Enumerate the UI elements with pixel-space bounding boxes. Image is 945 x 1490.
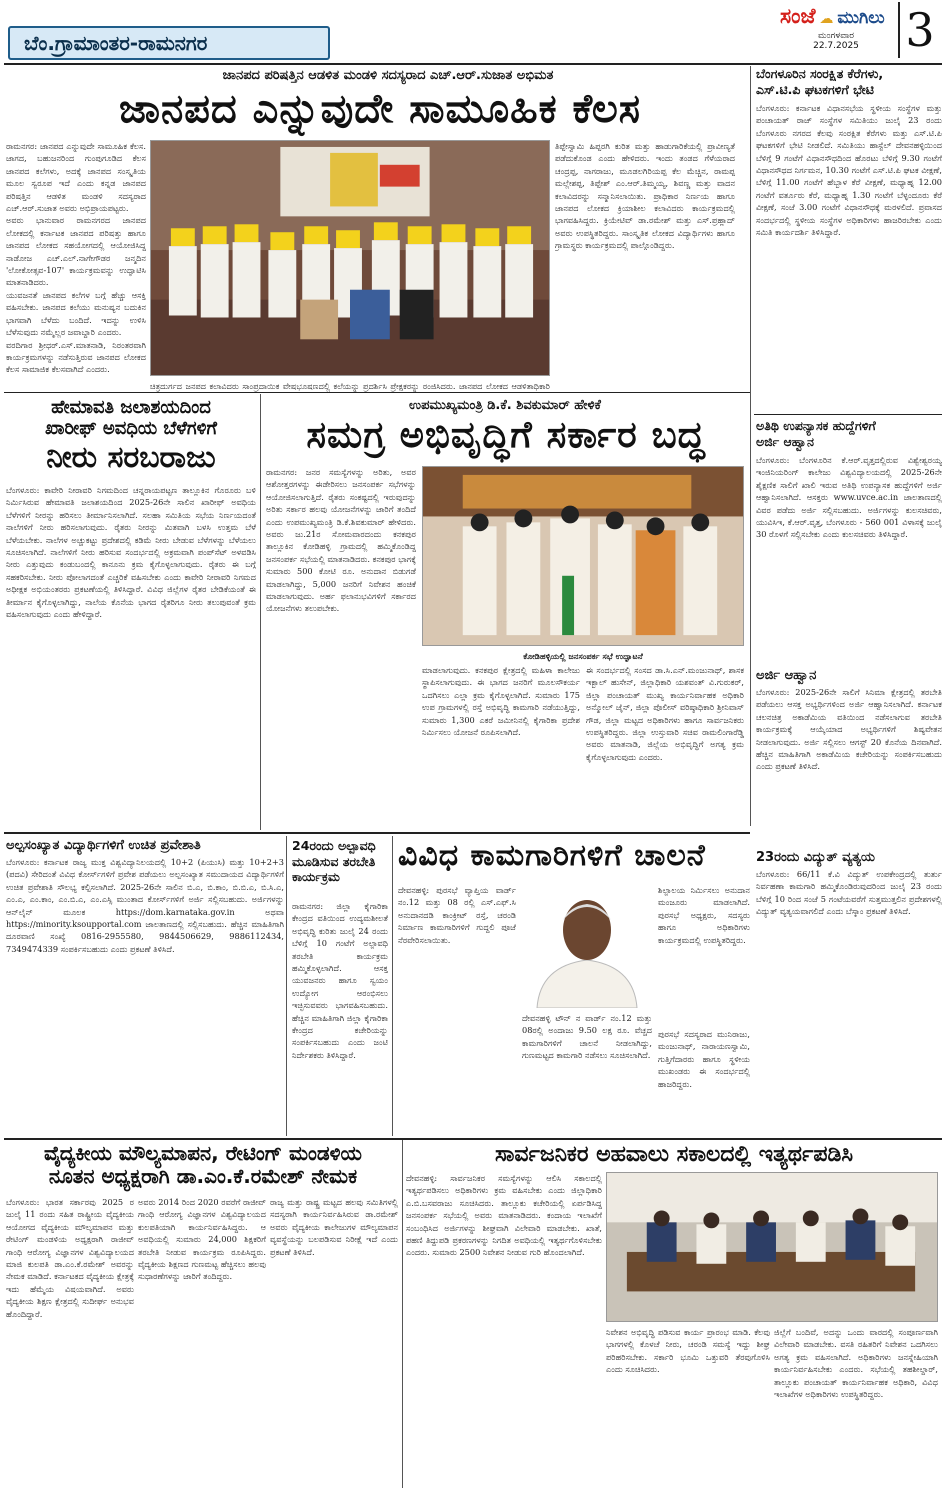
weekday: ಮಂಗಳವಾರ [817,31,855,41]
story1-para-4: ವರದಿಗಾರ ಶ್ರೀಧರ್.ಎಸ್.ಮಾತನಾಡಿ, ನಿರಂತರವಾಗಿ ಕಾರ್ಯಕ್ರಮಗಳನ್ನು ನಡೆಸುತ್ತಿರುವ ಜಾನಪದ ಲೋಕದ ಕೆಲಸ ಸಾಮಾಜಿಕ ಕೆಲಸವಾಗಿದೆ ಎಂದರು. [6,339,146,375]
story6-photo [422,466,744,646]
story5-headline-line-1: ಹೇಮಾವತಿ ಜಲಾಶಯದಿಂದ [51,397,211,418]
story6-column-1: ರಾಮನಗರ: ಜನರ ಸಮಸ್ಯೆಗಳನ್ನು ಅರಿತು, ಅವರ ಆಶೋತ್ತರಗಳನ್ನು ಈಡೇರಿಸಲು ಜನಸಂಪರ್ಕ ಸಭೆಗಳನ್ನು ಆಯೋಜಿಸಲಾಗುತ್ತಿದೆ. ರೈತರು ಸಂಕಷ್ಟದಲ್ಲಿ ಇರುವುದನ್ನು ಅರಿತು ಸರ್ಕಾರ ಹಲವು ಯೋಜನೆಗಳನ್ನು ಜಾರಿಗೆ ತಂದಿದೆ ಎಂದು ಉಪಮುಖ್ಯಮಂತ್ರಿ ಡಿ.ಕೆ.ಶಿವಕುಮಾರ್ ಹೇಳಿದರು. ಅವರು ಜು.21ರ ಸೋಮವಾರದಂದು ಕನಕಪುರ ತಾಲ್ಲೂಕಿನ ಕೋಡಿಹಳ್ಳಿ ಗ್ರಾಮದಲ್ಲಿ ಹಮ್ಮಿಕೊಂಡಿದ್ದ ಜನಸಂಪರ್ಕ ಸಭೆಯಲ್ಲಿ ಮಾತನಾಡಿದರು. ಕನಕಪುರ ಭಾಗಕ್ಕೆ ಸುಮಾರು 500 ಕೋಟಿ ರೂ. ಅನುದಾನ ಬಿಡುಗಡೆ ಮಾಡಲಾಗಿದ್ದು, 5,000 ಜನರಿಗೆ ನಿವೇಶನ ಹಂಚಿಕೆ ಮಾಡಲಾಗುವುದು. ಅರ್ಹ ಫಲಾನುಭವಿಗಳಿಗೆ ಸರ್ಕಾರದ ಯೋಜನೆಗಳು ತಲುಪಬೇಕು. [266,467,416,614]
story5-headline [6,398,256,476]
story6-column-4: ಈ ಸಂದರ್ಭದಲ್ಲಿ ಸಂಸದ ಡಾ.ಸಿ.ಎನ್.ಮಂಜುನಾಥ್, ಶಾಸಕ ಇಕ್ಬಾಲ್ ಹುಸೇನ್, ಜಿಲ್ಲಾಧಿಕಾರಿ ಯಶವಂತ್ ವಿ.ಗುರುಕರ್, ಜಿಲ್ಲಾ ಪಂಚಾಯತ್ ಮುಖ್ಯ ಕಾರ್ಯನಿರ್ವಾಹಕ ಅಧಿಕಾರಿ ಅನ್ಮೋಲ್ ಜೈನ್, ಜಿಲ್ಲಾ ಪೊಲೀಸ್ ವರಿಷ್ಠಾಧಿಕಾರಿ ಶ್ರೀನಿವಾಸ್ ಗೌಡ, ಜಿಲ್ಲಾ ಮಟ್ಟದ ಅಧಿಕಾರಿಗಳು ಹಾಗೂ ಸಾರ್ವಜನಿಕರು ಉಪಸ್ಥಿತರಿದ್ದರು. ಜಿಲ್ಲಾ ಉಸ್ತುವಾರಿ ಸಚಿವ ರಾಮಲಿಂಗಾರೆಡ್ಡಿ ಅವರು ಮಾತನಾಡಿ, ಜಿಲ್ಲೆಯ ಅಭಿವೃದ್ಧಿಗೆ ಅಗತ್ಯ ಕ್ರಮ ಕೈಗೊಳ್ಳಲಾಗುವುದು ಎಂದರು. [586,665,744,762]
divider [754,414,942,415]
story8-headline [292,838,388,885]
story1-column-2 [150,380,550,392]
story5-body: ಬೆಂಗಳೂರು: ಕಾವೇರಿ ನೀರಾವರಿ ನಿಗಮದಿಂದ ಚನ್ನರಾಯಪಟ್ಟಣ ತಾಲ್ಲೂಕಿನ ಗೊರೂರು ಬಳಿ ನಿರ್ಮಿಸಿರುವ ಹೇಮಾವತಿ ಜಲಾಶಯದಿಂದ 2025-26ನೇ ಸಾಲಿನ ಖಾರೀಫ್ ಅವಧಿಯ ಬೆಳೆಗಳಿಗೆ ನೀರನ್ನು ಹರಿಸಲು ತೀರ್ಮಾನಿಸಲಾಗಿದೆ. ಸಲಹಾ ಸಮಿತಿಯ ಸಭೆಯ ನಿರ್ಣಯದಂತೆ ನಾಲೆಗಳಿಗೆ ನೀರು ಹರಿಸಲಾಗುವುದು. ರೈತರು ನೀರನ್ನು ಮಿತವಾಗಿ ಬಳಸಿ ಉತ್ತಮ ಬೆಳೆ ಬೆಳೆಯಬೇಕು. ನಾಲೆಗಳ ಅಚ್ಚುಕಟ್ಟು ಪ್ರದೇಶದಲ್ಲಿ ಕಡಿಮೆ ನೀರು ಬೇಡುವ ಬೆಳೆಗಳನ್ನು ಬೆಳೆಯಲು ಸೂಚಿಸಲಾಗಿದೆ. ನಾಲೆಗಳಿಗೆ ನೀರು ಹರಿಸುವ ಸಂದರ್ಭದಲ್ಲಿ ಅಕ್ರಮವಾಗಿ ಪಂಪ್‌ಸೆಟ್ ಅಳವಡಿಸಿ ನೀರು ಎತ್ತುವುದು ಕಂಡುಬಂದಲ್ಲಿ ಕಾನೂನು ಕ್ರಮ ಕೈಗೊಳ್ಳಲಾಗುವುದು. ರೈತರು ಈ ಬಗ್ಗೆ ಸಹಕರಿಸಬೇಕು. ನೀರು ಪೋಲಾಗದಂತೆ ಎಚ್ಚರಿಕೆ ವಹಿಸಬೇಕು ಎಂದು ಕಾವೇರಿ ನೀರಾವರಿ ನಿಗಮದ ಅಧೀಕ್ಷಕ ಅಭಿಯಂತರರು ಪ್ರಕಟಣೆಯಲ್ಲಿ ತಿಳಿಸಿದ್ದಾರೆ. ವಿವಿಧ ಜಿಲ್ಲೆಗಳ ರೈತರ ಬೇಡಿಕೆಯಂತೆ ಈ ತೀರ್ಮಾನ ಕೈಗೊಳ್ಳಲಾಗಿದ್ದು, ನಾಲೆಯ ಕೊನೆಯ ಭಾಗದ ರೈತರಿಗೂ ನೀರು ತಲುಪುವಂತೆ ಕ್ರಮ ವಹಿಸಲಾಗುವುದು ಎಂದು ಹೇಳಿದ್ದಾರೆ. [6,485,256,620]
story1-para-3: ಯುವಜನತೆ ಜಾನಪದ ಕಲೆಗಳ ಬಗ್ಗೆ ಹೆಚ್ಚು ಆಸಕ್ತಿ ವಹಿಸಬೇಕು. ಜಾನಪದ ಕಲೆಯು ಮನುಷ್ಯನ ಬದುಕಿನ ಭಾಗವಾಗಿ ಬೆಳೆದು ಬಂದಿದೆ. ಇದನ್ನು ಉಳಿಸಿ ಬೆಳೆಸುವುದು ನಮ್ಮೆಲ್ಲರ ಜವಾಬ್ದಾರಿ ಎಂದರು. [6,289,146,338]
story9-column-4: ಪುರಸಭೆ ಸದಸ್ಯರಾದ ಮುನಿರಾಜು, ಮಂಜುನಾಥ್, ನಾರಾಯಣಸ್ವಾಮಿ, ಗುತ್ತಿಗೆದಾರರು ಹಾಗೂ ಸ್ಥಳೀಯ ಮುಖಂಡರು ಈ ಸಂದರ್ಭದಲ್ಲಿ ಹಾಜರಿದ್ದರು. [658,1029,750,1089]
column-divider [392,836,393,1136]
story6-headline: ಸಮಗ್ರ ಅಭಿವೃದ್ಧಿಗೆ ಸರ್ಕಾರ ಬದ್ಧ [306,413,706,456]
column-divider [260,394,261,830]
divider [4,63,942,65]
newspaper-logo [780,4,892,56]
story1-photo [150,140,550,376]
story8-body: ರಾಮನಗರ: ಜಿಲ್ಲಾ ಕೈಗಾರಿಕಾ ಕೇಂದ್ರದ ವತಿಯಿಂದ ಉದ್ಯಮಶೀಲತೆ ಅಭಿವೃದ್ಧಿ ಕುರಿತು ಜುಲೈ 24 ರಂದು ಬೆಳಿಗ್ಗೆ 10 ಗಂಟೆಗೆ ಅಲ್ಪಾವಧಿ ತರಬೇತಿ ಕಾರ್ಯಕ್ರಮ ಹಮ್ಮಿಕೊಳ್ಳಲಾಗಿದೆ. ಆಸಕ್ತ ಯುವಜನರು ಹಾಗೂ ಸ್ವಯಂ ಉದ್ಯೋಗ ಆರಂಭಿಸಲು ಇಚ್ಛಿಸುವವರು ಭಾಗವಹಿಸಬಹುದು. ಹೆಚ್ಚಿನ ಮಾಹಿತಿಗಾಗಿ ಜಿಲ್ಲಾ ಕೈಗಾರಿಕಾ ಕೇಂದ್ರದ ಕಚೇರಿಯನ್ನು ಸಂಪರ್ಕಿಸಬಹುದು ಎಂದು ಜಂಟಿ ನಿರ್ದೇಶಕರು ತಿಳಿಸಿದ್ದಾರೆ. [292,901,388,1060]
story9-column-1: ದೇವನಹಳ್ಳಿ: ಪುರಸಭೆ ವ್ಯಾಪ್ತಿಯ ವಾರ್ಡ್ ನಂ.12 ಮತ್ತು 08 ರಲ್ಲಿ ಎಸ್.ಎಫ್.ಸಿ ಅನುದಾನದಡಿ ಕಾಂಕ್ರೀಟ್ ರಸ್ತೆ, ಚರಂಡಿ ನಿರ್ಮಾಣ ಕಾಮಗಾರಿಗಳಿಗೆ ಗುದ್ದಲಿ ಪೂಜೆ ನೆರವೇರಿಸಲಾಯಿತು. [398,885,516,945]
story11-headline: ಸಾರ್ವಜನಿಕರ ಅಹವಾಲು ಸಕಾಲದಲ್ಲಿ ಇತ್ಯರ್ಥಪಡಿಸಿ [494,1142,854,1167]
story3-headline-line-1: ಅತಿಥಿ ಉಪನ್ಯಾಸಕ ಹುದ್ದೆಗಳಿಗೆ [756,418,876,433]
story3-body-2: ಬೆಂಗಳೂರು: 2025-26ನೇ ಸಾಲಿಗೆ ಸಿನಿಮಾ ಕ್ಷೇತ್ರದಲ್ಲಿ ತರಬೇತಿ ಪಡೆಯಲು ಆಸಕ್ತ ಅಭ್ಯರ್ಥಿಗಳಿಂದ ಅರ್ಜಿ ಆಹ್ವಾನಿಸಲಾಗಿದೆ. ಕರ್ನಾಟಕ ಚಲನಚಿತ್ರ ಅಕಾಡೆಮಿಯ ವತಿಯಿಂದ ನಡೆಸಲಾಗುವ ತರಬೇತಿ ಕಾರ್ಯಕ್ರಮಕ್ಕೆ ಆಯ್ಕೆಯಾದ ಅಭ್ಯರ್ಥಿಗಳಿಗೆ ಶಿಷ್ಯವೇತನ ನೀಡಲಾಗುವುದು. ಅರ್ಜಿ ಸಲ್ಲಿಸಲು ಆಗಸ್ಟ್ 20 ಕೊನೆಯ ದಿನವಾಗಿದೆ. ಹೆಚ್ಚಿನ ಮಾಹಿತಿಗಾಗಿ ಅಕಾಡೆಮಿಯ ಕಚೇರಿಯನ್ನು ಸಂಪರ್ಕಿಸಬಹುದು ಎಂದು ಪ್ರಕಟಣೆ ತಿಳಿಸಿದೆ. [756,687,942,772]
story9-column-3: ಶಿಲ್ಪಾಲಯ ನಿರ್ಮಿಸಲು ಅನುದಾನ ಮಂಜೂರು ಮಾಡಲಾಗಿದೆ. ಪುರಸಭೆ ಅಧ್ಯಕ್ಷರು, ಸದಸ್ಯರು ಹಾಗೂ ಅಧಿಕಾರಿಗಳು ಕಾರ್ಯಕ್ರಮದಲ್ಲಿ ಉಪಸ್ಥಿತರಿದ್ದರು. [658,885,750,945]
story3-headline [756,418,942,449]
story10-column-2: ಅವರು 2014 ರಿಂದ 2020 ರವರೆಗೆ ರಾಜೀವ್ ಗಾಂಧಿ ಆರೋಗ್ಯ ವಿಜ್ಞಾನಗಳ ವಿಶ್ವವಿದ್ಯಾಲಯದ ಕುಲಪತಿಯಾಗಿ ಕಾರ್ಯನಿರ್ವಹಿಸಿದ್ದರು. ಆ ಅವಧಿಯಲ್ಲಿ ಸುಮಾರು 24,000 ಶಿಕ್ಷಕರಿಗೆ ತರಬೇತಿ ನೀಡುವ ಕಾರ್ಯಕ್ರಮ ರೂಪಿಸಿದ್ದರು. ವೈದ್ಯಕೀಯ ಶಿಕ್ಷಣದ ಗುಣಮಟ್ಟ ಹೆಚ್ಚಿಸಲು ಹಲವು ಸುಧಾರಣೆಗಳನ್ನು ಜಾರಿಗೆ ತಂದಿದ್ದರು. [138,1197,266,1282]
story6-column-3: ಮಾಡಲಾಗುವುದು. ಕನಕಪುರ ಕ್ಷೇತ್ರದಲ್ಲಿ ಮಹಿಳಾ ಕಾಲೇಜು ಸ್ಥಾಪಿಸಲಾಗುವುದು. ಈ ಭಾಗದ ಜನರಿಗೆ ಮೂಲಸೌಕರ್ಯ ಒದಗಿಸಲು ಎಲ್ಲಾ ಕ್ರಮ ಕೈಗೊಳ್ಳಲಾಗಿದೆ. ಸುಮಾರು 175 ಉಪ ಗ್ರಾಮಗಳಲ್ಲಿ ರಸ್ತೆ ಅಭಿವೃದ್ಧಿ ಕಾಮಗಾರಿ ನಡೆಯುತ್ತಿದ್ದು, ಸುಮಾರು 1,300 ಎಕರೆ ಜಮೀನಿನಲ್ಲಿ ಕೈಗಾರಿಕಾ ಪ್ರದೇಶ ನಿರ್ಮಿಸಲು ಯೋಜನೆ ರೂಪಿಸಲಾಗಿದೆ. [422,665,580,738]
story11-photo [606,1172,938,1322]
story5-headline-line-3: ನೀರು ಸರಬರಾಜು [46,440,216,476]
story2-headline-line-1: ಬೆಂಗಳೂರಿನ ಸಂರಕ್ಷಿತ ಕೆರೆಗಳು, [756,66,884,81]
story10-headline [8,1142,398,1188]
story1-para-1: ರಾಮನಗರ: ಜಾನಪದ ಎನ್ನುವುದೇ ಸಾಮೂಹಿಕ ಕೆಲಸ. ಜಾಗದ, ಬಹುಜನರಿಂದ ಗುಂಪುಗೂಡಿದ ಕೆಲಸ ಜಾನಪದ ಕಲೆಗಳು, ಅದಕ್ಕೆ ಜಾನಪದ ಸಂಸ್ಕೃತಿಯ ಮೂಲ ಸ್ವರೂಪ ಇದೆ ಎಂದು ಕನ್ನಡ ಜಾನಪದ ಪರಿಷತ್ತಿನ ಆಡಳಿತ ಮಂಡಳಿ ಸದಸ್ಯರಾದ ಎಚ್.ಆರ್.ಸುಜಾತ ಅವರು ಅಭಿಪ್ರಾಯಪಟ್ಟರು. [6,141,146,214]
divider [4,832,750,834]
story10-column-1: ಬೆಂಗಳೂರು: ಭಾರತ ಸರ್ಕಾರವು 2025 ರ ಜುಲೈ 11 ರಂದು ಸಹಿತ ರಾಷ್ಟ್ರೀಯ ವೈದ್ಯಕೀಯ ಆಯೋಗದ ವೈದ್ಯಕೀಯ ಮೌಲ್ಯಮಾಪನ ಮತ್ತು ರೇಟಿಂಗ್ ಮಂಡಳಿಯ ಅಧ್ಯಕ್ಷರಾಗಿ ರಾಜೀವ್ ಗಾಂಧಿ ಆರೋಗ್ಯ ವಿಜ್ಞಾನಗಳ ವಿಶ್ವವಿದ್ಯಾಲಯದ ಮಾಜಿ ಕುಲಪತಿ ಡಾ.ಎಂ.ಕೆ.ರಮೇಶ್ ಅವರನ್ನು ನೇಮಕ ಮಾಡಿದೆ. ಕರ್ನಾಟಕದ ವೈದ್ಯಕೀಯ ಕ್ಷೇತ್ರಕ್ಕೆ ಇದು ಹೆಮ್ಮೆಯ ವಿಷಯವಾಗಿದೆ. ಅವರು ವೈದ್ಯಕೀಯ ಶಿಕ್ಷಣ ಕ್ಷೇತ್ರದಲ್ಲಿ ಸುದೀರ್ಘ ಅನುಭವ ಹೊಂದಿದ್ದಾರೆ. [6,1197,134,1319]
logo-part-1: ಸಂಜೆ [780,4,816,28]
story8-headline-line-3: ಕಾರ್ಯಕ್ರಮ [292,869,340,885]
right-column-divider [750,66,751,826]
story2-headline [756,66,942,97]
story10-column-3: ರಾಜ್ಯ ಮತ್ತು ರಾಷ್ಟ್ರ ಮಟ್ಟದ ಹಲವು ಸಮಿತಿಗಳಲ್ಲಿ ಸದಸ್ಯರಾಗಿ ಕಾರ್ಯನಿರ್ವಹಿಸಿರುವ ಡಾ.ರಮೇಶ್ ಅವರು ವೈದ್ಯಕೀಯ ಕಾಲೇಜುಗಳ ಮೌಲ್ಯಮಾಪನ ವ್ಯವಸ್ಥೆಯನ್ನು ಬಲಪಡಿಸುವ ನಿರೀಕ್ಷೆ ಇದೆ ಎಂದು ಪ್ರಕಟಣೆ ತಿಳಿಸಿದೆ. [270,1197,398,1257]
story3-sub-headline: ಅರ್ಜಿ ಆಹ್ವಾನ [756,668,817,683]
story1-column-3 [555,140,735,385]
story9-column-2: ದೇವನಹಳ್ಳಿ ಟೌನ್ ನ ವಾರ್ಡ್ ನಂ.12 ಮತ್ತು 08ರಲ್ಲಿ ಅಂದಾಜು 9.50 ಲಕ್ಷ ರೂ. ವೆಚ್ಚದ ಕಾಮಗಾರಿಗಳಿಗೆ ಚಾಲನೆ ನೀಡಲಾಗಿದ್ದು, ಗುಣಮಟ್ಟದ ಕಾಮಗಾರಿ ನಡೆಸಲು ಸೂಚಿಸಲಾಗಿದೆ. [522,1013,652,1061]
story6-photo-caption: ಕೋಡಿಹಳ್ಳಿಯಲ್ಲಿ ಜನಸಂಪರ್ಕ ಸಭೆ ಉದ್ಘಾಟನೆ [523,651,643,661]
story1-kicker: ಜಾನಪದ ಪರಿಷತ್ತಿನ ಆಡಳಿತ ಮಂಡಳಿ ಸದಸ್ಯರಾದ ಎಚ್.ಆರ್.ಸುಜಾತ ಅಭಿಮತ [222,68,554,83]
story3-headline-line-2: ಅರ್ಜಿ ಆಹ್ವಾನ [756,433,814,449]
story11-column-2: ನಿವೇಶನ ಅಭಿವೃದ್ಧಿ ಪಡಿಸುವ ಕಾರ್ಯ ಪ್ರಾರಂಭ ಮಾಡಿ. ಕೆಲವು ಭಾಗಗಳಲ್ಲಿ ಕೊಳಚೆ ನೀರು, ಚರಂಡಿ ಸಮಸ್ಯೆ ಇದ್ದು ಶೀಘ್ರ ಪರಿಹರಿಸಬೇಕು. ಸರ್ಕಾರಿ ಭೂಮಿ ಒತ್ತುವರಿ ತೆರವುಗೊಳಿಸಿ ಎಂದು ಸೂಚಿಸಿದರು. [606,1327,770,1375]
story1-column-1 [6,140,146,385]
story1-para-2: ಅವರು ಭಾನುವಾರ ರಾಮನಗರದ ಜಾನಪದ ಲೋಕದಲ್ಲಿ ಕರ್ನಾಟಕ ಜಾನಪದ ಪರಿಷತ್ತು ಹಾಗೂ ಜಾನಪದ ಲೋಕದ ಸಹಯೋಗದಲ್ಲಿ ಆಯೋಜಿಸಿದ್ದ ನಾಡೋಜ ಎಚ್.ಎಲ್.ನಾಗೇಗೌಡರ ಜನ್ಮದಿನ 'ಲೋಕೋತ್ಸವ-107' ಕಾರ್ಯಕ್ರಮವನ್ನು ಉದ್ಘಾಟಿಸಿ ಮಾತನಾಡಿದರು. [6,215,146,288]
story9-portrait [522,884,652,1008]
story4-headline: 23ರಂದು ವಿದ್ಯುತ್ ವ್ಯತ್ಯಯ [756,850,875,865]
story10-headline-line-1: ವೈದ್ಯಕೀಯ ಮೌಲ್ಯಮಾಪನ, ರೇಟಿಂಗ್ ಮಂಡಳಿಯ [44,1141,362,1165]
story8-headline-line-2: ಮೂಡಿಸುವ ತರಬೇತಿ [292,853,376,869]
story4-body: ಬೆಂಗಳೂರು: 66/11 ಕೆ.ವಿ ವಿದ್ಯುತ್ ಉಪಕೇಂದ್ರದಲ್ಲಿ ತುರ್ತು ನಿರ್ವಹಣಾ ಕಾಮಗಾರಿ ಹಮ್ಮಿಕೊಂಡಿರುವುದರಿಂದ ಜುಲೈ 23 ರಂದು ಬೆಳಿಗ್ಗೆ 10 ರಿಂದ ಸಂಜೆ 5 ಗಂಟೆಯವರೆಗೆ ಸುತ್ತಮುತ್ತಲಿನ ಪ್ರದೇಶಗಳಲ್ಲಿ ವಿದ್ಯುತ್ ವ್ಯತ್ಯಯವಾಗಲಿದೆ ಎಂದು ಬೆಸ್ಕಾಂ ಪ್ರಕಟಣೆ ತಿಳಿಸಿದೆ. [756,869,942,917]
story2-body: ಬೆಂಗಳೂರು: ಕರ್ನಾಟಕ ವಿಧಾನಸಭೆಯ ಸ್ಥಳೀಯ ಸಂಸ್ಥೆಗಳ ಮತ್ತು ಪಂಚಾಯತ್ ರಾಜ್ ಸಂಸ್ಥೆಗಳ ಸಮಿತಿಯು ಜುಲೈ 23 ರಂದು ಬೆಂಗಳೂರು ನಗರದ ಕೆಲವು ಸಂರಕ್ಷಿತ ಕೆರೆಗಳು ಮತ್ತು ಎಸ್.ಟಿ.ಪಿ ಘಟಕಗಳಿಗೆ ಭೇಟಿ ನೀಡಲಿದೆ. ಸಮಿತಿಯು ಹಾಸ್ಟೆಲ್ ದೇವನಹಳ್ಳಿಯಿಂದ ಬೆಳಿಗ್ಗೆ 9 ಗಂಟೆಗೆ ವಿಧಾನಸೌಧದಿಂದ ಹೊರಟು ಬೆಳಿಗ್ಗೆ 9.30 ಗಂಟೆಗೆ ವಿಧಾನಸೌಧದ ನಿರ್ಗಮನ, 10.30 ಗಂಟೆಗೆ ಎಸ್.ಟಿ.ಪಿ ಘಟಕ ವೀಕ್ಷಣೆ, ಬೆಳಿಗ್ಗೆ 11.00 ಗಂಟೆಗೆ ಹೆಬ್ಬಾಳ ಕೆರೆ ವೀಕ್ಷಣೆ, ಮಧ್ಯಾಹ್ನ 12.00 ಗಂಟೆಗೆ ವರ್ತೂರು ಕೆರೆ, ಮಧ್ಯಾಹ್ನ 1.30 ಗಂಟೆಗೆ ಬೆಳ್ಳಂದೂರು ಕೆರೆ ವೀಕ್ಷಣೆ, ಸಂಜೆ 3.00 ಗಂಟೆಗೆ ವಿಧಾನಸೌಧಕ್ಕೆ ಮರಳಲಿದೆ. ಪ್ರವಾಸದ ಸಂದರ್ಭದಲ್ಲಿ ಸ್ಥಳೀಯ ಸಂಸ್ಥೆಗಳ ಅಧಿಕಾರಿಗಳು ಹಾಜರಿರಬೇಕು ಎಂದು ಸಮಿತಿ ಕಾರ್ಯದರ್ಶಿ ತಿಳಿಸಿದ್ದಾರೆ. [756,103,942,238]
page-number: 3 [898,2,940,58]
story11-column-3: ಜಿಲ್ಲೆಗೆ ಬಂದಿವೆ, ಅದನ್ನು ಒಂದು ವಾರದಲ್ಲಿ ಸಂಪೂರ್ಣವಾಗಿ ವಿಲೇವಾರಿ ಮಾಡಬೇಕು. ವಸತಿ ರಹಿತರಿಗೆ ನಿವೇಶನ ಒದಗಿಸಲು ಅಗತ್ಯ ಕ್ರಮ ವಹಿಸಲಾಗಿದೆ. ಅಧಿಕಾರಿಗಳು ಜನಸ್ನೇಹಿಯಾಗಿ ಕಾರ್ಯನಿರ್ವಹಿಸಬೇಕು ಎಂದರು. ಸಭೆಯಲ್ಲಿ ತಹಶೀಲ್ದಾರ್, ತಾಲ್ಲೂಕು ಪಂಚಾಯತ್ ಕಾರ್ಯನಿರ್ವಾಹಕ ಅಧಿಕಾರಿ, ವಿವಿಧ ಇಲಾಖೆಗಳ ಅಧಿಕಾರಿಗಳು ಉಪಸ್ಥಿತರಿದ್ದರು. [774,1327,938,1400]
story6-kicker: ಉಪಮುಖ್ಯಮಂತ್ರಿ ಡಿ.ಕೆ. ಶಿವಕುಮಾರ್ ಹೇಳಿಕೆ [409,398,601,413]
story9-headline: ವಿವಿಧ ಕಾಮಗಾರಿಗಳಿಗೆ ಚಾಲನೆ [398,838,706,873]
divider [4,392,750,393]
divider [4,1138,942,1140]
story8-headline-line-1: 24ರಂದು ಅಲ್ಪಾವಧಿ [292,838,376,853]
story5-headline-line-2: ಖಾರೀಫ್ ಅವಧಿಯ ಬೆಳೆಗಳಿಗೆ [45,417,217,439]
story7-body: ಬೆಂಗಳೂರು: ಕರ್ನಾಟಕ ರಾಜ್ಯ ಮುಕ್ತ ವಿಶ್ವವಿದ್ಯಾನಿಲಯದಲ್ಲಿ 10+2 (ಪಿಯುಸಿ) ಮತ್ತು 10+2+3 (ಪದವಿ) ಸೇರಿದಂತೆ ವಿವಿಧ ಕೋರ್ಸ್‌ಗಳಿಗೆ ಪ್ರವೇಶ ಪಡೆಯಲು ಅಲ್ಪಸಂಖ್ಯಾತ ಸಮುದಾಯದ ವಿದ್ಯಾರ್ಥಿಗಳಿಗೆ ಉಚಿತ ಪ್ರವೇಶಾತಿ ಸೌಲಭ್ಯ ಕಲ್ಪಿಸಲಾಗಿದೆ. 2025-26ನೇ ಸಾಲಿನ ಬಿ.ಎ, ಬಿ.ಕಾಂ, ಬಿ.ಬಿ.ಎ, ಬಿ.ಸಿ.ಎ, ಎಂ.ಎ, ಎಂ.ಕಾಂ, ಎಂ.ಬಿ.ಎ, ಎಂ.ಎಸ್ಸಿ ಮುಂತಾದ ಕೋರ್ಸ್‌ಗಳಿಗೆ ಅರ್ಜಿ ಸಲ್ಲಿಸಬಹುದು. ಅರ್ಜಿಗಳನ್ನು ಆನ್‌ಲೈನ್ ಮೂಲಕ https://dom.karnataka.gov.in ಅಥವಾ https://minority.ksoupportal.com ಜಾಲತಾಣದಲ್ಲಿ ಸಲ್ಲಿಸಬಹುದು. ಹೆಚ್ಚಿನ ಮಾಹಿತಿಗಾಗಿ ದೂರವಾಣಿ ಸಂಖ್ಯೆ 0816-2955580, 9844506629, 9886112434, 7349474339 ಸಂಪರ್ಕಿಸಬಹುದು ಎಂದು ಪ್ರಕಟಣೆ ತಿಳಿಸಿದೆ. [6,857,284,954]
story7-headline: ಅಲ್ಪಸಂಖ್ಯಾತ ವಿದ್ಯಾರ್ಥಿಗಳಿಗೆ ಉಚಿತ ಪ್ರವೇಶಾತಿ [6,838,201,853]
column-divider [286,836,287,1136]
section-label: ಬೆಂ.ಗ್ರಾಮಾಂತರ-ರಾಮನಗರ [8,26,330,60]
logo-part-2: ಮುಗಿಲು [837,8,885,28]
story1-para-5: ತಿಪ್ಪೇಸ್ವಾಮಿ ಹಿಪ್ಪರಗಿ ಕುರಿತ ಮತ್ತು ಹಾಡುಗಾರಿಕೆಯಲ್ಲಿ ಪ್ರಾವೀಣ್ಯತೆ ಪಡೆದುಕೊಂಡ ಎಂದು ಹೇಳಿದರು. ಇಂದು ತಂಡದ ಗೆಳೆಯರಾದ ಚಂದ್ರಪ್ಪ, ನಾಗರಾಜು, ಮೂಡಲಗಿರಿಯಪ್ಪ ಕೆಲ ಮೆಚ್ಚಿನ, ರಾಮಪ್ಪ ಮಲ್ಲೇಶಪ್ಪ, ತಿಪ್ಪೇಶ್ ಎಂ.ಆರ್.ತಿಮ್ಮಯ್ಯ, ಶಿವಣ್ಣ ಮತ್ತು ವಾದನ ಕಲಾವಿದರನ್ನು ಸನ್ಮಾನಿಸಲಾಯಿತು. ಪ್ರಾಧಿಕಾರ ನಿರ್ಣಯ ಹಾಗೂ ಜಾನಪದ ಲೋಕದ ಕ್ರಿಯಾಶೀಲ ಕಲಾವಿದರು ಕಾರ್ಯಕ್ರಮದಲ್ಲಿ ಭಾಗವಹಿಸಿದ್ದರು. ಕ್ರಿಯೇಟಿವ್ ಡಾ.ರಮೇಶ್ ಮತ್ತು ಎಸ್.ಪ್ರಹ್ಲಾದ್ ಅವರು ಉಪಸ್ಥಿತರಿದ್ದರು. ಸಾಂಸ್ಕೃತಿಕ ಲೋಕದ ವಿದ್ಯಾರ್ಥಿಗಳು ಹಾಗೂ ಗ್ರಾಮಸ್ಥರು ಕಾರ್ಯಕ್ರಮದಲ್ಲಿ ಪಾಲ್ಗೊಂಡಿದ್ದರು. [555,141,735,251]
column-divider [402,1140,403,1488]
story1-para-6: ಚಿತ್ರದುರ್ಗದ ಜನಪದ ಕಲಾವಿದರು ಸಾಂಪ್ರದಾಯಿಕ ವೇಷಭೂಷಣದಲ್ಲಿ ಕಲೆಯನ್ನು ಪ್ರದರ್ಶಿಸಿ ಪ್ರೇಕ್ಷಕರನ್ನು ರಂಜಿಸಿದರು. ಜಾನಪದ ಲೋಕದ ಆಡಳಿತಾಧಿಕಾರಿ [150,381,550,391]
story11-column-1: ದೇವನಹಳ್ಳಿ: ಸಾರ್ವಜನಿಕರ ಸಮಸ್ಯೆಗಳನ್ನು ಆಲಿಸಿ ಸಕಾಲದಲ್ಲಿ ಇತ್ಯರ್ಥಪಡಿಸಲು ಅಧಿಕಾರಿಗಳು ಕ್ರಮ ವಹಿಸಬೇಕು ಎಂದು ಜಿಲ್ಲಾಧಿಕಾರಿ ಎ.ಬಿ.ಬಸವರಾಜು ಸೂಚಿಸಿದರು. ತಾಲ್ಲೂಕು ಕಚೇರಿಯಲ್ಲಿ ಏರ್ಪಡಿಸಿದ್ದ ಜನಸಂಪರ್ಕ ಸಭೆಯಲ್ಲಿ ಅವರು ಮಾತನಾಡಿದರು. ಕಂದಾಯ ಇಲಾಖೆಗೆ ಸಂಬಂಧಿಸಿದ ಅರ್ಜಿಗಳನ್ನು ಶೀಘ್ರವಾಗಿ ವಿಲೇವಾರಿ ಮಾಡಬೇಕು. ಖಾತೆ, ಪಹಣಿ ತಿದ್ದುಪಡಿ ಪ್ರಕರಣಗಳನ್ನು ನಿಗದಿತ ಅವಧಿಯಲ್ಲಿ ಇತ್ಯರ್ಥಗೊಳಿಸಬೇಕು ಎಂದರು. ಸುಮಾರು 2500 ನಿವೇಶನ ನೀಡುವ ಗುರಿ ಹೊಂದಲಾಗಿದೆ. [406,1173,602,1258]
story2-headline-line-2: ಎಸ್.ಟಿ.ಪಿ ಘಟಕಗಳಿಗೆ ಭೇಟಿ [756,81,874,97]
story1-headline: ಜಾನಪದ ಎನ್ನುವುದೇ ಸಾಮೂಹಿಕ ಕೆಲಸ [119,86,641,132]
cloud-icon: ☁ [819,11,834,27]
story10-headline-line-2: ನೂತನ ಅಧ್ಯಕ್ಷರಾಗಿ ಡಾ.ಎಂ.ಕೆ.ರಮೇಶ್ ನೇಮಕ [48,1164,358,1188]
issue-date: 22.7.2025 [813,41,859,51]
story3-body: ಬೆಂಗಳೂರು: ಬೆಂಗಳೂರಿನ ಕೆ.ಆರ್.ವೃತ್ತದಲ್ಲಿರುವ ವಿಶ್ವೇಶ್ವರಯ್ಯ ಇಂಜಿನಿಯರಿಂಗ್ ಕಾಲೇಜು ವಿಶ್ವವಿದ್ಯಾಲಯದಲ್ಲಿ 2025-26ನೇ ಶೈಕ್ಷಣಿಕ ಸಾಲಿಗೆ ಖಾಲಿ ಇರುವ ಅತಿಥಿ ಉಪನ್ಯಾಸಕ ಹುದ್ದೆಗಳಿಗೆ ಅರ್ಜಿ ಆಹ್ವಾನಿಸಲಾಗಿದೆ. ಆಸಕ್ತರು www.uvce.ac.in ಜಾಲತಾಣದಲ್ಲಿ ವಿವರ ಪಡೆದು ಅರ್ಜಿ ಸಲ್ಲಿಸಬಹುದು. ಅರ್ಜಿಗಳನ್ನು ಕುಲಸಚಿವರು, ಯುವಿಸಿಇ, ಕೆ.ಆರ್.ವೃತ್ತ, ಬೆಂಗಳೂರು - 560 001 ವಿಳಾಸಕ್ಕೆ ಜುಲೈ 30 ರೊಳಗೆ ಸಲ್ಲಿಸಬೇಕು ಎಂದು ಕುಲಸಚಿವರು ತಿಳಿಸಿದ್ದಾರೆ. [756,455,942,540]
